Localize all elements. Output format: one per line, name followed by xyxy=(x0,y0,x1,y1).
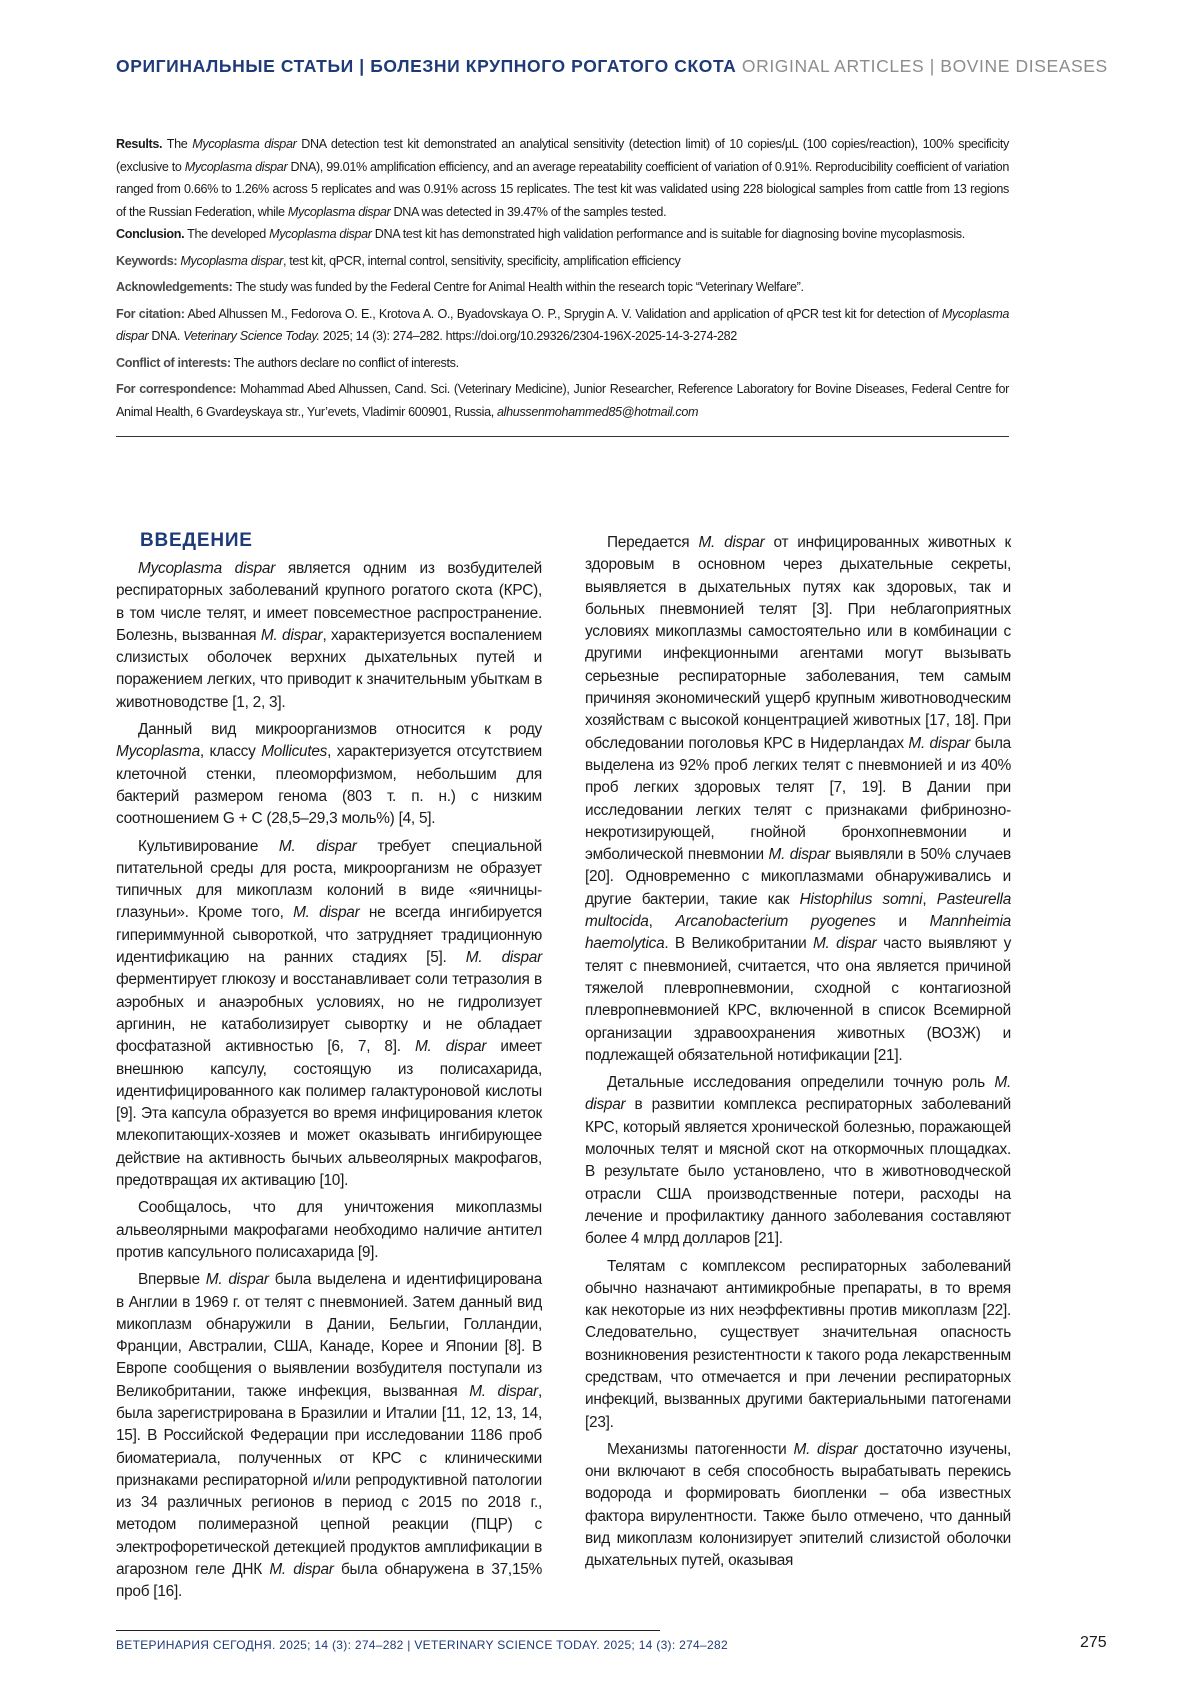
citation-journal: Veterinary Science Today. xyxy=(183,329,319,343)
intro-paragraph xyxy=(116,1269,542,1603)
results-label: Results. xyxy=(116,137,162,151)
species-name-italic: M. dispar xyxy=(469,1383,538,1400)
ack-text: The study was funded by the Federal Centre for Animal Health within the research topic “Veterinary Welfare”. xyxy=(235,280,803,294)
intro-paragraph xyxy=(585,1256,1011,1434)
left-column xyxy=(116,558,542,1609)
species-name-italic: M. dispar xyxy=(769,846,831,863)
section-title-introduction: ВВЕДЕНИЕ xyxy=(140,530,253,552)
paragraph-text: требует специальной питательной среды для роста, микроорганизм не образует типичных для микоплазм колоний в виде «яичницы-глазуньи». Кроме того, xyxy=(116,838,542,922)
correspondence-label: For correspondence: xyxy=(116,382,236,396)
paragraph-text: Телятам с комплексом респираторных заболеваний обычно назначают антимикробные препараты, в то время как некоторые из них неэффективны против микоплазм [22]. Следовательно, существует значительная опасность возникновения резистентности к такого рода лекарственным средствам, что отмечается и при лечении респираторных инфекций, вызванных другими бактериальными патогенами [23]. xyxy=(585,1258,1011,1431)
page-number: 275 xyxy=(1080,1634,1107,1652)
results-italic: Mycoplasma dispar xyxy=(185,160,288,174)
paragraph-text: , xyxy=(649,913,676,930)
correspondence-text: Mohammad Abed Alhussen, Cand. Sci. (Veterinary Medicine), Junior Researcher, Reference Laboratory for Bovine Diseases, Federal Centre for Animal Health, 6 Gvardeyskaya str., Yur’evets, Vladimir 600901, Russia, xyxy=(116,382,1009,419)
species-name-italic: Mollicutes xyxy=(261,743,327,760)
species-name-italic: Arcanobacterium pyogenes xyxy=(675,913,875,930)
results-text: DNA detection test kit demonstrated an analytical sensitivity (detection limit) of 10 copies/µL (100 copies/reaction), 100% specificity (exclusive to xyxy=(116,137,1009,174)
species-name-italic: M. dispar xyxy=(279,838,357,855)
results-italic: Mycoplasma dispar xyxy=(288,205,391,219)
intro-paragraph xyxy=(116,719,542,830)
results-text: The xyxy=(167,137,192,151)
species-name-italic: Mannheimia haemolytica xyxy=(585,913,1011,952)
species-name-italic: M. dispar xyxy=(293,904,359,921)
species-name-italic: M. dispar xyxy=(698,534,764,551)
results-text: DNA), 99.01% amplification efficiency, and an average repeatability coefficient of variation of 0.91%. Reproducibility coefficient of variation ranged from 0.66% to 1.26% across 5 replicates and was 0.91% across 15 replicates. The test kit was validated using 228 biological samples from cattle from 13 regions of the Russian Federation, while xyxy=(116,160,1009,219)
abstract-divider xyxy=(116,436,1009,437)
paragraph-text: ферментирует глюкозу и восстанавливает соли тетразолия в аэробных и анаэробных условиях, но не гидролизует аргинин, не катаболизирует сывортку и не обладает фосфатазной активностью [6, 7, 8]. xyxy=(116,971,542,1055)
keywords-label: Keywords: xyxy=(116,254,177,268)
ack-paragraph xyxy=(116,276,1009,299)
paragraph-text: Впервые xyxy=(138,1271,206,1288)
species-name-italic: M. dispar xyxy=(908,735,970,752)
paragraph-text: и xyxy=(876,913,930,930)
paragraph-text: Передается xyxy=(607,534,698,551)
intro-paragraph xyxy=(585,1439,1011,1573)
conclusion-paragraph xyxy=(116,223,1009,246)
intro-paragraph xyxy=(585,532,1011,1067)
intro-paragraph xyxy=(116,558,542,714)
paragraph-text: Культивирование xyxy=(138,838,279,855)
conclusion-italic: Mycoplasma dispar xyxy=(269,227,372,241)
correspondence-email[interactable]: alhussenmohammed85@hotmail.com xyxy=(497,405,698,419)
conclusion-text: DNA test kit has demonstrated high validation performance and is suitable for diagnosing bovine mycoplasmosis. xyxy=(372,227,965,241)
paragraph-text: была выделена из 92% проб легких телят с пневмонией и из 40% проб легких здоровых телят [7, 19]. В Дании при исследовании легких телят с признаками фибринозно-некротизирующей, гнойной бронхопневмонии и эмболической пневмонии xyxy=(585,735,1011,863)
intro-paragraph xyxy=(116,836,542,1193)
species-name-italic: Histophilus somni xyxy=(800,891,923,908)
species-name-italic: M. dispar xyxy=(261,627,323,644)
right-column xyxy=(585,532,1011,1578)
conclusion-text: The developed xyxy=(187,227,269,241)
paragraph-text: была выделена и идентифицирована в Англии в 1969 г. от телят с пневмонией. Затем данный вид микоплазм обнаружили в Дании, Бельгии, Голландии, Франции, Австралии, США, Канаде, Корее и Японии [8]. В Европе сообщения о выявлении возбудителя поступали из Великобритании, также инфекция, вызванная xyxy=(116,1271,542,1399)
citation-text: Abed Alhussen M., Fedorova O. E., Krotova A. O., Byadovskaya O. P., Sprygin A. V. Validation and application of qPCR test kit for detection of xyxy=(187,307,941,321)
species-name-italic: M. dispar xyxy=(269,1561,333,1578)
species-name-italic: M. dispar xyxy=(585,1074,1011,1113)
paragraph-text: . В Великобритании xyxy=(664,935,813,952)
paragraph-text: была обнаружена в 37,15% проб [16]. xyxy=(116,1561,542,1600)
paragraph-text: , xyxy=(922,891,936,908)
results-italic: Mycoplasma dispar xyxy=(192,137,296,151)
header-en: ORIGINAL ARTICLES | BOVINE DISEASES xyxy=(742,56,1108,76)
keywords-paragraph xyxy=(116,250,1009,273)
paragraph-text: является одним из возбудителей респираторных заболеваний крупного рогатого скота (КРС), в том числе телят, и имеет повсеместное распространение. Болезнь, вызванная xyxy=(116,560,542,644)
species-name-italic: M. dispar xyxy=(206,1271,269,1288)
paragraph-text: достаточно изучены, они включают в себя способность вырабатывать перекись водорода и формировать биопленки – оба известных фактора вирулентности. Также было отмечено, что данный вид микоплазм колонизирует эпителий слизистой оболочки дыхательных путей, оказывая xyxy=(585,1441,1011,1569)
species-name-italic: M. dispar xyxy=(466,949,542,966)
paragraph-text: Сообщалось, что для уничтожения микоплазмы альвеолярными макрофагами необходимо наличие антител против капсульного полисахарида [9]. xyxy=(116,1199,542,1261)
keywords-text: , test kit, qPCR, internal control, sensitivity, specificity, amplification efficiency xyxy=(283,254,681,268)
correspondence-paragraph xyxy=(116,378,1009,423)
paragraph-text: Данный вид микроорганизмов относится к роду xyxy=(138,721,542,738)
paragraph-text: , характеризуется отсутствием клеточной стенки, плеоморфизмом, небольшим для бактерий размером генома (803 т. п. н.) с низким соотношением G + C (28,5–29,3 моль%) [4, 5]. xyxy=(116,743,542,827)
running-header xyxy=(116,56,1086,77)
paragraph-text: не всегда ингибируется гипериммунной сывороткой, что затрудняет традиционную идентификацию на ранних стадиях [5]. xyxy=(116,904,542,966)
intro-paragraph xyxy=(585,1072,1011,1250)
conflict-paragraph xyxy=(116,352,1009,375)
results-paragraph xyxy=(116,133,1009,223)
paragraph-text: , была зарегистрирована в Бразилии и Италии [11, 12, 13, 14, 15]. В Российской Федерации при исследовании 1186 проб биоматериала, полученных от КРС с клиническими признаками респираторной и/или репродуктивной патологии из 34 различных регионов в период с 2015 по 2018 г., методом полимеразной цепной реакции (ПЦР) с электрофоретической детекцией продуктов амплификации в агарозном геле ДНК xyxy=(116,1383,542,1578)
paragraph-text: Механизмы патогенности xyxy=(607,1441,794,1458)
intro-paragraph xyxy=(116,1197,542,1264)
citation-text: DNA. xyxy=(148,329,183,343)
citation-italic: Mycoplasma dispar xyxy=(116,307,1009,344)
paragraph-text: имеет внешнюю капсулу, состоящую из полисахарида, идентифицированного как полимер галактуроновой кислоты [9]. Эта капсула образуется во время инфицирования клеток млекопитающих-хозяев и может оказывать ингибирующее действие на активность бычьих альвеолярных макрофагов, предотвращая их активацию [10]. xyxy=(116,1038,542,1189)
species-name-italic: M. dispar xyxy=(794,1441,858,1458)
species-name-italic: Pasteurella multocida xyxy=(585,891,1011,930)
conflict-text: The authors declare no conflict of interests. xyxy=(234,356,459,370)
species-name-italic: M. dispar xyxy=(415,1038,486,1055)
header-ru: ОРИГИНАЛЬНЫЕ СТАТЬИ | БОЛЕЗНИ КРУПНОГО РОГАТОГО СКОТА xyxy=(116,56,736,76)
conflict-label: Conflict of interests: xyxy=(116,356,231,370)
paragraph-text: часто выявляют у телят с пневмонией, считается, что она является причиной тяжелой плевропневмонии, сходной с контагиозной плевропневмонией КРС, включенной в список Всемирной организации здравоохранения животных (ВОЗЖ) и подлежащей обязательной нотификации [21]. xyxy=(585,935,1011,1063)
paragraph-text: Детальные исследования определили точную роль xyxy=(607,1074,994,1091)
keywords-italic: Mycoplasma dispar xyxy=(180,254,283,268)
species-name-italic: Mycoplasma dispar xyxy=(138,560,275,577)
footer-divider xyxy=(116,1630,660,1631)
results-text: DNA was detected in 39.47% of the samples tested. xyxy=(390,205,666,219)
paragraph-text: , характеризуется воспалением слизистых оболочек верхних дыхательных путей и поражением легких, что приводит к значительным убыткам в животноводстве [1, 2, 3]. xyxy=(116,627,542,711)
abstract-block xyxy=(116,133,1009,423)
ack-label: Acknowledgements: xyxy=(116,280,233,294)
citation-label: For citation: xyxy=(116,307,185,321)
paragraph-text: выявляли в 50% случаев [20]. Одновременно с микоплазмами обнаруживались и другие бактерии, такие как xyxy=(585,846,1011,908)
conclusion-label: Conclusion. xyxy=(116,227,184,241)
citation-doi[interactable]: 2025; 14 (3): 274–282. https://doi.org/10.29326/2304-196X-2025-14-3-274-282 xyxy=(320,329,737,343)
running-footer: ВЕТЕРИНАРИЯ СЕГОДНЯ. 2025; 14 (3): 274–282 | VETERINARY SCIENCE TODAY. 2025; 14 (3): 274–282 xyxy=(116,1638,728,1652)
citation-paragraph xyxy=(116,303,1009,348)
species-name-italic: M. dispar xyxy=(813,935,877,952)
species-name-italic: Mycoplasma xyxy=(116,743,200,760)
paragraph-text: от инфицированных животных к здоровым в основном через дыхательные секреты, выявляется в дыхательных путях как здоровых, так и больных пневмонией телят [3]. При неблагоприятных условиях микоплазмы самостоятельно или в комбинации с другими инфекционными агентами могут вызывать серьезные респираторные заболевания, тем самым причиняя экономический ущерб крупным животноводческим хозяйствам с высокой концентрацией животных [17, 18]. При обследовании поголовья КРС в Нидерландах xyxy=(585,534,1011,752)
paragraph-text: в развитии комплекса респираторных заболеваний КРС, который является хронической болезнью, поражающей молочных телят и мясной скот на откормочных площадках. В результате было установлено, что в животноводческой отрасли США производственные потери, расходы на лечение и профилактику данного заболевания составляют более 4 млрд долларов [21]. xyxy=(585,1096,1011,1247)
paragraph-text: , классу xyxy=(200,743,261,760)
